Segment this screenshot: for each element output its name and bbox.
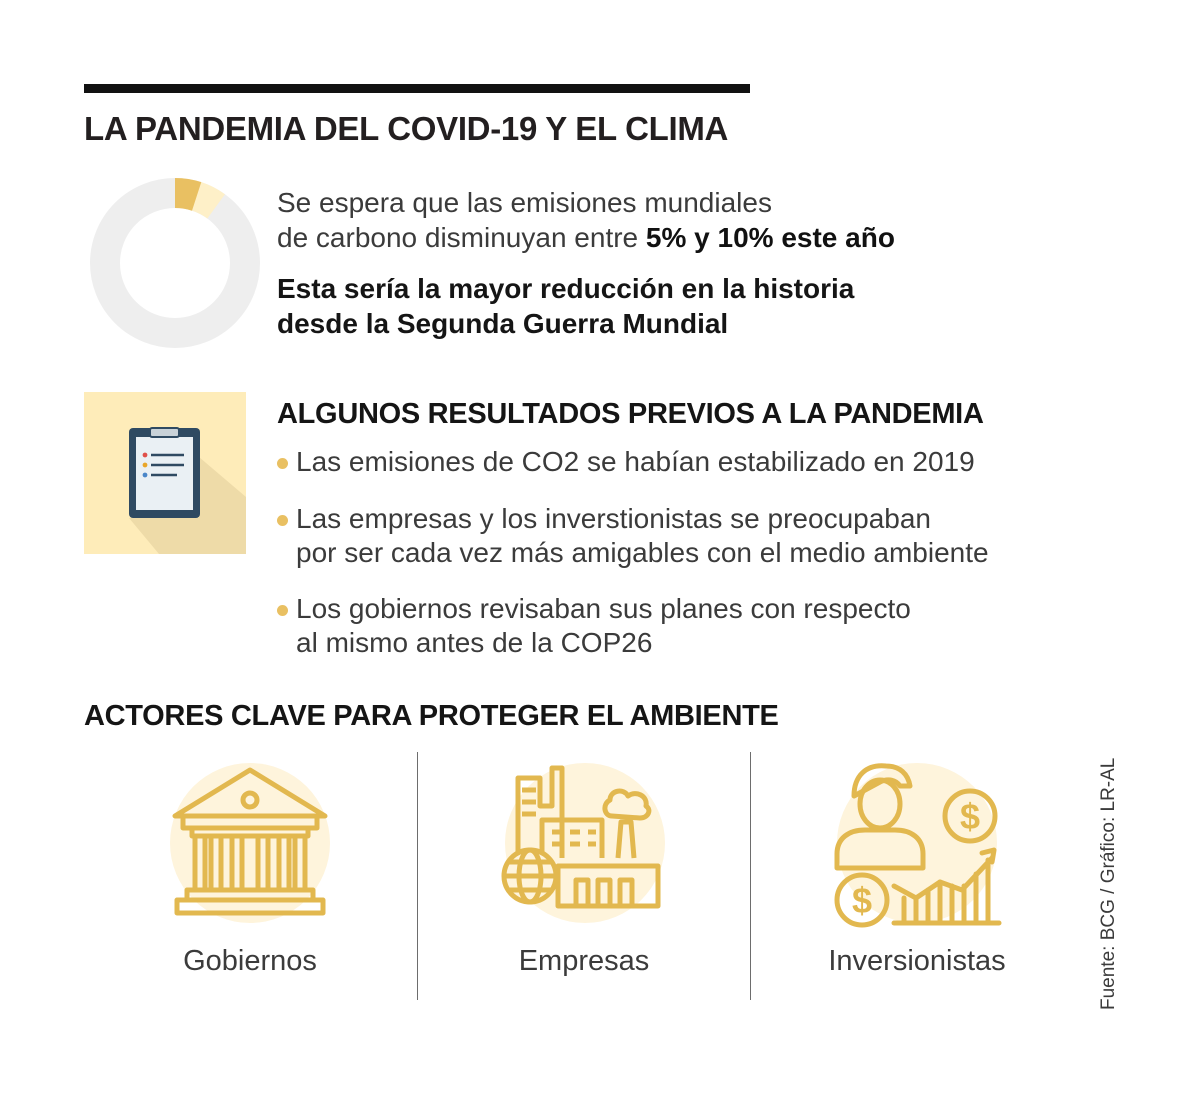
actor-label-gobiernos: Gobiernos bbox=[183, 945, 317, 977]
actor-label-empresas: Empresas bbox=[518, 945, 650, 977]
emissions-donut bbox=[90, 178, 260, 348]
previous-results-title: ALGUNOS RESULTADOS PREVIOS A LA PANDEMIA bbox=[277, 398, 984, 430]
stat-line-2 bbox=[277, 220, 895, 255]
divider bbox=[750, 752, 751, 1000]
list-item-line: Los gobiernos revisaban sus planes con respecto bbox=[296, 593, 911, 624]
bullet-dot bbox=[277, 515, 288, 526]
investor-icon bbox=[832, 758, 1002, 928]
list-item-line: al mismo antes de la COP26 bbox=[296, 627, 653, 658]
stat-line-1: Se espera que las emisiones mundiales bbox=[277, 187, 772, 218]
government-building-icon bbox=[165, 758, 335, 928]
svg-text:$: $ bbox=[851, 880, 873, 921]
stat-highlight bbox=[277, 271, 854, 341]
top-rule bbox=[84, 84, 750, 93]
stat-line-2-prefix: de carbono disminuyan entre bbox=[277, 222, 646, 253]
page-title: LA PANDEMIA DEL COVID-19 Y EL CLIMA bbox=[84, 110, 729, 147]
stat-highlight-line-2: desde la Segunda Guerra Mundial bbox=[277, 308, 729, 339]
donut-base bbox=[105, 193, 245, 333]
bullet-dot bbox=[277, 605, 288, 616]
list-item-line: por ser cada vez más amigables con el medio ambiente bbox=[296, 537, 989, 568]
clipboard-panel bbox=[84, 392, 246, 554]
stat-text bbox=[277, 185, 895, 255]
list-item-line: Las emisiones de CO2 se habían estabilizado en 2019 bbox=[296, 446, 975, 477]
stat-highlight-line-1: Esta sería la mayor reducción en la historia bbox=[277, 273, 855, 304]
stat-range: 5% y 10% este año bbox=[645, 222, 895, 253]
donut-segment-5pct bbox=[175, 193, 197, 196]
actor-label-inversionistas: Inversionistas bbox=[828, 945, 1006, 977]
clipboard-icon bbox=[84, 392, 246, 554]
bullet-dot bbox=[277, 458, 288, 469]
divider bbox=[417, 752, 418, 1000]
svg-text:$: $ bbox=[959, 796, 981, 837]
list-item-line: Las empresas y los inverstionistas se preocupaban bbox=[296, 503, 932, 534]
source-credit: Fuente: BCG / Gráfico: LR-AL bbox=[1098, 757, 1119, 1010]
factory-icon bbox=[500, 758, 670, 928]
actors-title: ACTORES CLAVE PARA PROTEGER EL AMBIENTE bbox=[84, 700, 779, 732]
